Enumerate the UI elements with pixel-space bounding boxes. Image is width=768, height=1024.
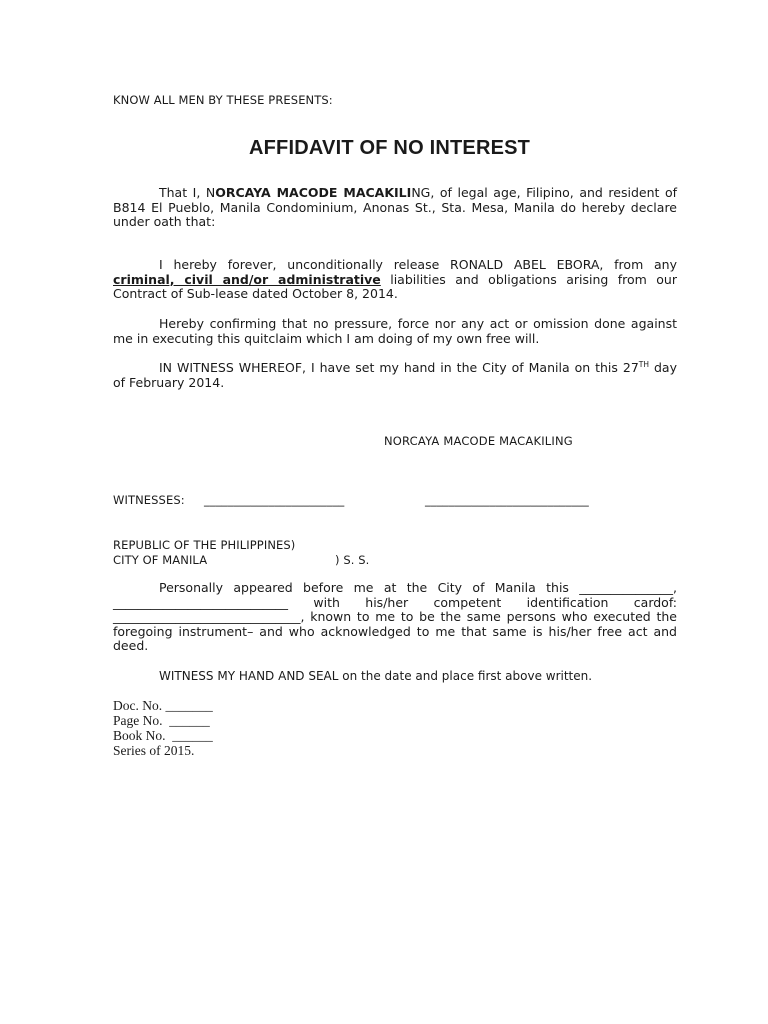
declarant-name-end: NG (411, 185, 431, 200)
series-year: Series of 2015. (113, 743, 195, 758)
release-lead: I hereby forever, unconditionally release RONALD ABEL EBORA, from any (159, 257, 677, 272)
release-emphasis: criminal, civil and/or administrative (113, 271, 381, 287)
ordinal-suffix: TH (638, 360, 650, 369)
venue-line-republic: REPUBLIC OF THE PHILIPPINES) (113, 538, 296, 552)
paragraph-witness-seal: WITNESS MY HAND AND SEAL on the date and place first above written. (159, 669, 593, 683)
declarant-rest: , of legal age, Filipino, and resident of B814 El Pueblo, Manila Condominium, Anonas St., Sta. Mesa, Manila do hereby declare under oath that: (113, 185, 677, 230)
witness-signature-line-1: ________________________ (204, 493, 345, 507)
paragraph-declarant (113, 186, 677, 230)
page-number: Page No. ______ (113, 713, 210, 728)
opening-heading: KNOW ALL MEN BY THESE PRESENTS: (113, 93, 333, 107)
paragraph-release (113, 258, 677, 302)
affidavit-page (113, 0, 677, 1024)
witnesses-row (113, 493, 677, 507)
in-witness-lead: IN WITNESS WHEREOF, I have set my hand in the City of Manila on this 27 (159, 360, 639, 375)
release-rest: liabilities and obligations arising from our Contract of Sub-lease dated October 8, 2014. (113, 271, 677, 302)
declarant-name: ORCAYA MACODE MACAKILI (215, 185, 412, 200)
notarial-register (113, 698, 677, 758)
venue-line-city (113, 553, 677, 567)
paragraph-confirmation: Hereby confirming that no pressure, force nor any act or omission done against me in executing this quitclaim which I am doing of my own free will. (113, 316, 677, 346)
venue-city: CITY OF MANILA (113, 553, 208, 567)
paragraph-personally-appeared: Personally appeared before me at the City of Manila this _______________, ____________________________ with his/her competent identification cardof: ______________________________, known to me to be the same persons who executed the foregoing instrument– and who acknowledged to me that same is his/her free act and deed. (113, 580, 677, 654)
book-number: Book No. ______ (113, 728, 213, 743)
venue-ss: ) S. S. (335, 553, 370, 567)
document-title: AFFIDAVIT OF NO INTEREST (249, 137, 531, 159)
in-witness-rest: day of February 2014. (113, 360, 677, 390)
declarant-lead: That I, N (159, 185, 216, 200)
signatory-name: NORCAYA MACODE MACAKILING (384, 434, 573, 448)
doc-number: Doc. No. _______ (113, 698, 213, 713)
witness-signature-line-2: ____________________________ (425, 493, 589, 507)
witnesses-label: WITNESSES: (113, 493, 185, 507)
paragraph-in-witness (113, 361, 677, 390)
